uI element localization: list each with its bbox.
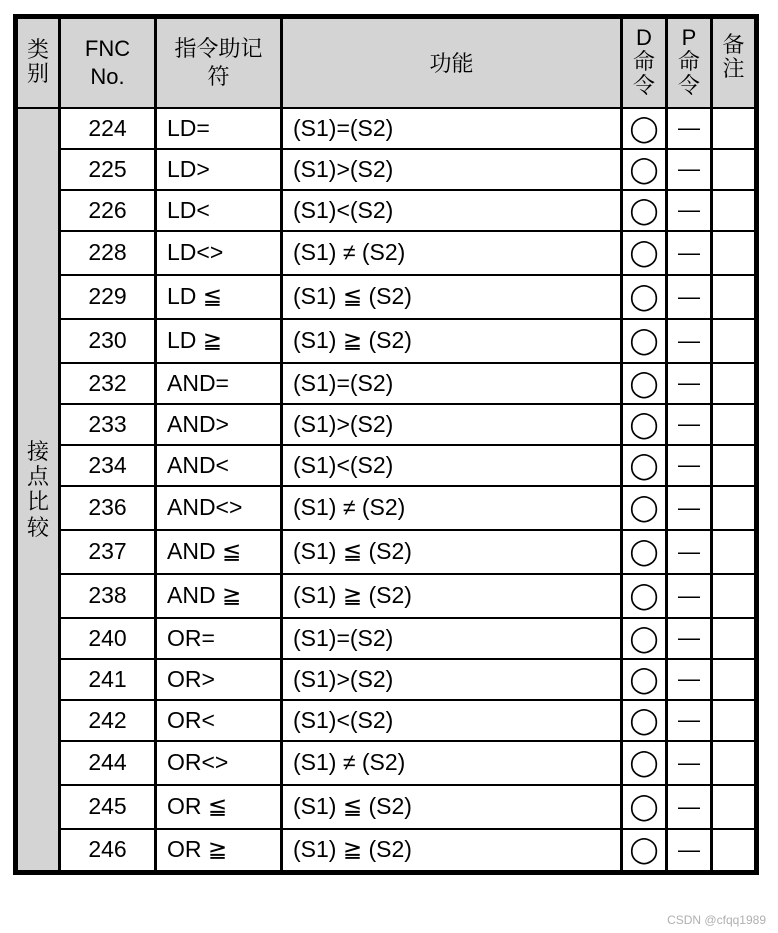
p-command-cell: — [667,363,712,404]
header-mnemonic: 指令助记符 [156,17,282,108]
function-cell: (S1)<(S2) [282,445,622,486]
header-category: 类别 [16,17,60,108]
remarks-cell [712,829,757,873]
mnemonic-cell: OR= [156,618,282,659]
category-label: 接点比较 [26,438,49,540]
header-p-command: P命令 [667,17,712,108]
table-row [16,108,757,149]
d-command-cell: ◯ [622,275,667,319]
d-command-cell: ◯ [622,829,667,873]
table-row [16,231,757,275]
remarks-cell [712,741,757,785]
function-cell: (S1) ≧ (S2) [282,574,622,618]
remarks-cell [712,363,757,404]
p-command-cell: — [667,618,712,659]
function-cell: (S1)=(S2) [282,108,622,149]
d-command-cell: ◯ [622,190,667,231]
d-command-cell: ◯ [622,700,667,741]
p-command-cell: — [667,108,712,149]
mnemonic-cell: LD< [156,190,282,231]
mnemonic-cell: AND<> [156,486,282,530]
fnc-cell: 238 [60,574,156,618]
mnemonic-cell: OR< [156,700,282,741]
remarks-cell [712,404,757,445]
d-command-cell: ◯ [622,741,667,785]
p-command-cell: — [667,659,712,700]
table-row [16,149,757,190]
function-cell: (S1) ≠ (S2) [282,486,622,530]
remarks-cell [712,574,757,618]
header-remarks: 备注 [712,17,757,108]
fnc-cell: 244 [60,741,156,785]
function-cell: (S1)<(S2) [282,190,622,231]
function-cell: (S1) ≦ (S2) [282,785,622,829]
p-command-cell: — [667,741,712,785]
table-row [16,829,757,873]
p-command-cell: — [667,231,712,275]
function-cell: (S1) ≧ (S2) [282,829,622,873]
table-row [16,445,757,486]
fnc-cell: 246 [60,829,156,873]
remarks-cell [712,618,757,659]
p-command-cell: — [667,190,712,231]
function-cell: (S1) ≠ (S2) [282,741,622,785]
table-row [16,404,757,445]
fnc-cell: 232 [60,363,156,404]
remarks-cell [712,530,757,574]
p-command-cell: — [667,574,712,618]
remarks-cell [712,231,757,275]
fnc-cell: 237 [60,530,156,574]
d-command-cell: ◯ [622,319,667,363]
category-cell [16,108,60,873]
instruction-table [13,14,759,875]
mnemonic-cell: AND ≧ [156,574,282,618]
d-command-cell: ◯ [622,486,667,530]
fnc-cell: 234 [60,445,156,486]
d-command-cell: ◯ [622,404,667,445]
remarks-cell [712,486,757,530]
remarks-cell [712,275,757,319]
header-fnc-no: FNC No. [60,17,156,108]
fnc-cell: 245 [60,785,156,829]
d-command-cell: ◯ [622,659,667,700]
fnc-cell: 226 [60,190,156,231]
d-command-cell: ◯ [622,108,667,149]
function-cell: (S1)>(S2) [282,404,622,445]
fnc-cell: 230 [60,319,156,363]
header-row [16,17,757,108]
d-command-cell: ◯ [622,785,667,829]
table-row [16,319,757,363]
remarks-cell [712,659,757,700]
fnc-cell: 224 [60,108,156,149]
fnc-cell: 228 [60,231,156,275]
mnemonic-cell: OR ≧ [156,829,282,873]
table-row [16,700,757,741]
fnc-cell: 241 [60,659,156,700]
fnc-cell: 236 [60,486,156,530]
table-row [16,275,757,319]
fnc-cell: 225 [60,149,156,190]
p-command-cell: — [667,149,712,190]
function-cell: (S1) ≠ (S2) [282,231,622,275]
function-cell: (S1) ≦ (S2) [282,530,622,574]
mnemonic-cell: LD> [156,149,282,190]
function-cell: (S1) ≦ (S2) [282,275,622,319]
mnemonic-cell: AND< [156,445,282,486]
function-cell: (S1)>(S2) [282,149,622,190]
watermark: CSDN @cfqq1989 [667,913,766,927]
mnemonic-cell: LD ≦ [156,275,282,319]
p-command-cell: — [667,530,712,574]
table-row [16,363,757,404]
p-command-cell: — [667,829,712,873]
d-command-cell: ◯ [622,574,667,618]
mnemonic-cell: OR> [156,659,282,700]
remarks-cell [712,149,757,190]
mnemonic-cell: LD<> [156,231,282,275]
remarks-cell [712,785,757,829]
remarks-cell [712,190,757,231]
function-cell: (S1)>(S2) [282,659,622,700]
p-command-cell: — [667,275,712,319]
function-cell: (S1)=(S2) [282,618,622,659]
mnemonic-cell: LD ≧ [156,319,282,363]
function-cell: (S1)=(S2) [282,363,622,404]
mnemonic-cell: AND ≦ [156,530,282,574]
table-row [16,618,757,659]
remarks-cell [712,700,757,741]
table-row [16,659,757,700]
table-row [16,530,757,574]
remarks-cell [712,108,757,149]
d-command-cell: ◯ [622,618,667,659]
header-function: 功能 [282,17,622,108]
mnemonic-cell: OR ≦ [156,785,282,829]
p-command-cell: — [667,700,712,741]
d-command-cell: ◯ [622,445,667,486]
table-row [16,574,757,618]
fnc-cell: 240 [60,618,156,659]
function-cell: (S1) ≧ (S2) [282,319,622,363]
remarks-cell [712,319,757,363]
header-d-command: D命令 [622,17,667,108]
table-row [16,785,757,829]
d-command-cell: ◯ [622,231,667,275]
fnc-cell: 229 [60,275,156,319]
p-command-cell: — [667,486,712,530]
table-row [16,190,757,231]
function-cell: (S1)<(S2) [282,700,622,741]
mnemonic-cell: AND> [156,404,282,445]
table-row [16,486,757,530]
d-command-cell: ◯ [622,363,667,404]
p-command-cell: — [667,404,712,445]
mnemonic-cell: OR<> [156,741,282,785]
p-command-cell: — [667,445,712,486]
p-command-cell: — [667,319,712,363]
remarks-cell [712,445,757,486]
mnemonic-cell: AND= [156,363,282,404]
fnc-cell: 242 [60,700,156,741]
p-command-cell: — [667,785,712,829]
table-row [16,741,757,785]
d-command-cell: ◯ [622,149,667,190]
fnc-cell: 233 [60,404,156,445]
d-command-cell: ◯ [622,530,667,574]
mnemonic-cell: LD= [156,108,282,149]
